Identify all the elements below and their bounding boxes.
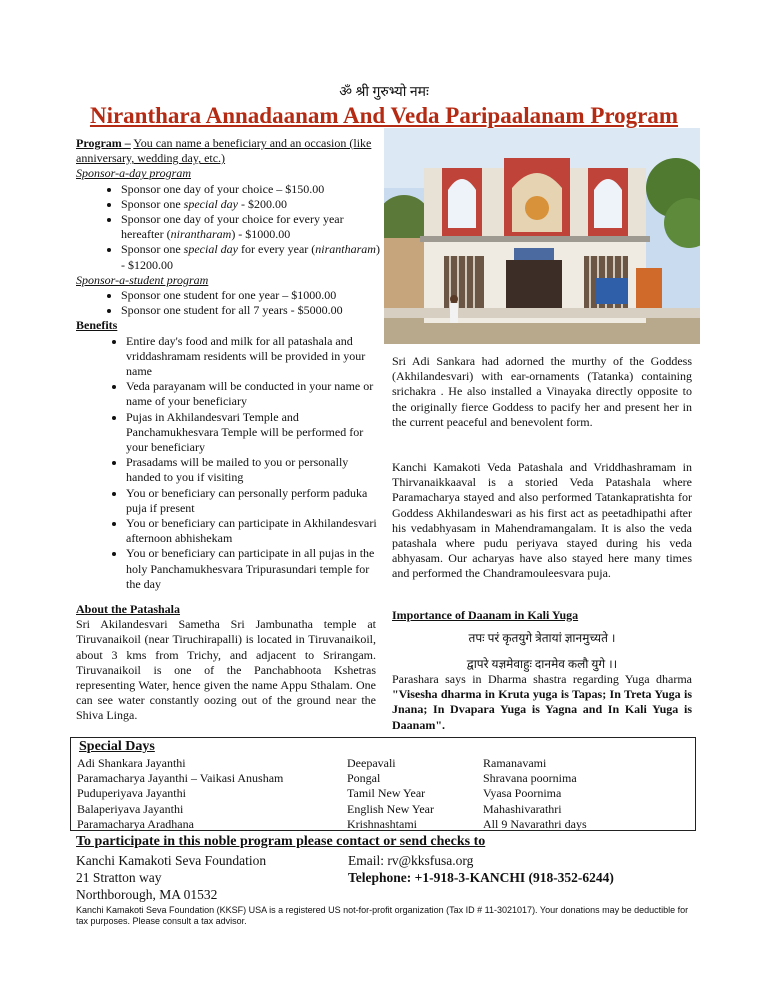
list-item: Mahashivarathri: [483, 801, 562, 816]
item-text: for every year (: [238, 242, 316, 257]
list-item: • Veda parayanam will be conducted in your name or name of your beneficiary: [126, 379, 384, 409]
list-item: Balaperiyava Jayanthi: [77, 801, 184, 816]
about-heading: About the Patashala: [76, 602, 181, 616]
about-patashala: [76, 602, 376, 724]
list-item: • You or beneficiary can participate in all pujas in the holy Panchamukhesvara Tripurasundari temple for the day: [126, 546, 384, 592]
program-text: You can name a beneficiary and an occasion (like anniversary, wedding day, etc.): [76, 136, 372, 166]
item-emphasis: nirantharam: [315, 242, 376, 257]
list-item: • Entire day's food and milk for all patashala and vriddashramam residents will be provided in your name: [126, 334, 384, 380]
list-item: Adi Shankara Jayanthi: [77, 756, 186, 770]
daanam-quote: "Visesha dharma in Kruta yuga is Tapas; In Treta Yuga is Jnana; In Dvapara Yuga is Yagna and In Kali Yuga is Daanam".: [392, 687, 692, 732]
footer-note: Kanchi Kamakoti Seva Foundation (KKSF) USA is a registered US not-for-profit organization (Tax ID # 11-3021017). Your donations may be deductible for tax purposes. Please consult a tax advisor.: [76, 905, 689, 926]
daanam-paragraph: [392, 672, 692, 733]
daanam-heading-block: [392, 608, 692, 623]
sloka-line-1: तपः परं कृतयुगे त्रेतायां ज्ञानमुच्यते ।: [468, 631, 616, 645]
special-days-col-3: [483, 756, 587, 832]
list-item: Puduperiyava Jayanthi: [77, 786, 186, 801]
list-item: [121, 242, 384, 272]
sloka-line-2: द्वापरे यज्ञमेवाहुः दानमेव कलौ युगे ।।: [466, 657, 618, 671]
list-item: • You or beneficiary can personally perform paduka puja if present: [126, 486, 384, 516]
daanam-intro: Parashara says in Dharma shastra regarding Yuga dharma: [392, 672, 692, 686]
list-item: • Prasadams will be mailed to you or personally handed to you if visiting: [126, 455, 384, 485]
program-label: Program –: [76, 136, 131, 150]
contact-org: Kanchi Kamakoti Seva Foundation: [76, 853, 267, 868]
item-text: Sponsor one day of your choice – $150.00: [121, 181, 325, 196]
sponsorship-column: [76, 136, 384, 592]
item-text: ) - $1000.00: [231, 227, 291, 242]
sponsor-student-list: [76, 288, 384, 318]
list-item: [121, 197, 384, 212]
temple-photo: [384, 128, 700, 344]
list-item: Deepavali: [347, 756, 396, 770]
contact-phone: Telephone: +1-918-3-KANCHI (918-352-6244): [348, 870, 614, 885]
contact-city: Northborough, MA 01532: [76, 887, 218, 902]
special-days-col-2: [347, 756, 434, 832]
contact-heading: To participate in this noble program please contact or send checks to: [76, 834, 486, 849]
list-item: • Sponsor one student for one year – $1000.00: [121, 288, 384, 303]
item-emphasis: special day: [183, 196, 238, 211]
contact-email[interactable]: Email: rv@kksfusa.org: [348, 853, 474, 868]
list-item: [121, 182, 384, 197]
invocation-text: ॐ श्री गुरुभ्यो नमः: [339, 85, 429, 100]
list-item: Vyasa Poornima: [483, 786, 562, 801]
list-item: All 9 Navarathri days: [483, 816, 587, 831]
patashala-paragraph: [392, 460, 692, 582]
list-item: Krishnashtami: [347, 816, 417, 831]
sponsor-day-heading: Sponsor-a-day program: [76, 166, 191, 181]
list-item: Pongal: [347, 771, 381, 786]
sankara-text: Sri Adi Sankara had adorned the murthy of the Goddess (Akhilandesvari) with ear-ornaments (Tatanka) containing srichakra . He also installed a Vinayaka directly opposite to the originally fierce Goddess to pacify her and present her in the current peaceful and benevolent form.: [392, 354, 692, 429]
list-item: • You or beneficiary can participate in Akhilandesvari afternoon abhishekam: [126, 516, 384, 546]
item-text: - $200.00: [238, 196, 287, 211]
list-item: • Pujas in Akhilandesvari Temple and Panchamukhesvara Temple will be performed for your beneficiary: [126, 410, 384, 456]
list-item: [121, 212, 384, 242]
about-text: Sri Akilandesvari Sametha Sri Jambunatha temple at Tiruvanaikoil (near Tiruchirapalli) is located in Tiruvanaikoil, about 3 kms from Trichy, and adjacent to Srirangam. Tiruvanaikoil is one of the Panchabhoota Kshetras representing Water, hence given the name Appu Sthalam. One can see water constantly oozing out of the ground near the Shiva Linga.: [76, 617, 376, 723]
benefits-heading: Benefits: [76, 318, 118, 333]
list-item: English New Year: [347, 801, 434, 816]
benefits-list: [76, 334, 384, 592]
list-item: Paramacharya Aradhana: [77, 816, 194, 831]
temple-illustration: [384, 128, 700, 344]
list-item: Paramacharya Jayanthi – Vaikasi Anusham: [77, 771, 284, 786]
daanam-heading: Importance of Daanam in Kali Yuga: [392, 608, 579, 622]
item-text: ) - $1200.00: [121, 242, 380, 272]
item-text: Sponsor one: [121, 196, 184, 211]
list-item: Ramanavami: [483, 756, 547, 770]
special-days-box: [70, 737, 696, 831]
item-text: Sponsor one: [121, 242, 184, 257]
page-title: Niranthara Annadaanam And Veda Paripaalanam Program: [89, 103, 679, 128]
sponsor-day-list: [76, 182, 384, 273]
special-days-col-1: [77, 756, 283, 832]
item-emphasis: special day: [183, 242, 238, 257]
list-item: Shravana poornima: [483, 771, 577, 786]
patashala-text: Kanchi Kamakoti Veda Patashala and Vriddhashramam in Thirvanaikkaaval is a storied Veda Patashala where Paramacharya stayed and also performed Tatankapratishta for Goddess Akhilandeswari as his first act as peetadhipathi after his vedabhyasam in Mahendramangalam. It is also the veda patashala where pudu periyava stayed during his veda abhyasam. Our acharyas have also stayed here many times and performed the Chandramouleesvara puja.: [392, 460, 692, 581]
special-days-heading: Special Days: [79, 739, 155, 754]
contact-street: 21 Stratton way: [76, 870, 162, 885]
program-intro: [76, 136, 384, 166]
list-item: Tamil New Year: [347, 786, 426, 801]
list-item: • Sponsor one student for all 7 years - $5000.00: [121, 303, 384, 318]
sankara-paragraph: [392, 354, 692, 430]
sponsor-student-heading: Sponsor-a-student program: [76, 272, 209, 287]
item-emphasis: nirantharam: [170, 227, 232, 242]
item-text: Sponsor one day of your choice for every year hereafter (: [121, 212, 344, 242]
